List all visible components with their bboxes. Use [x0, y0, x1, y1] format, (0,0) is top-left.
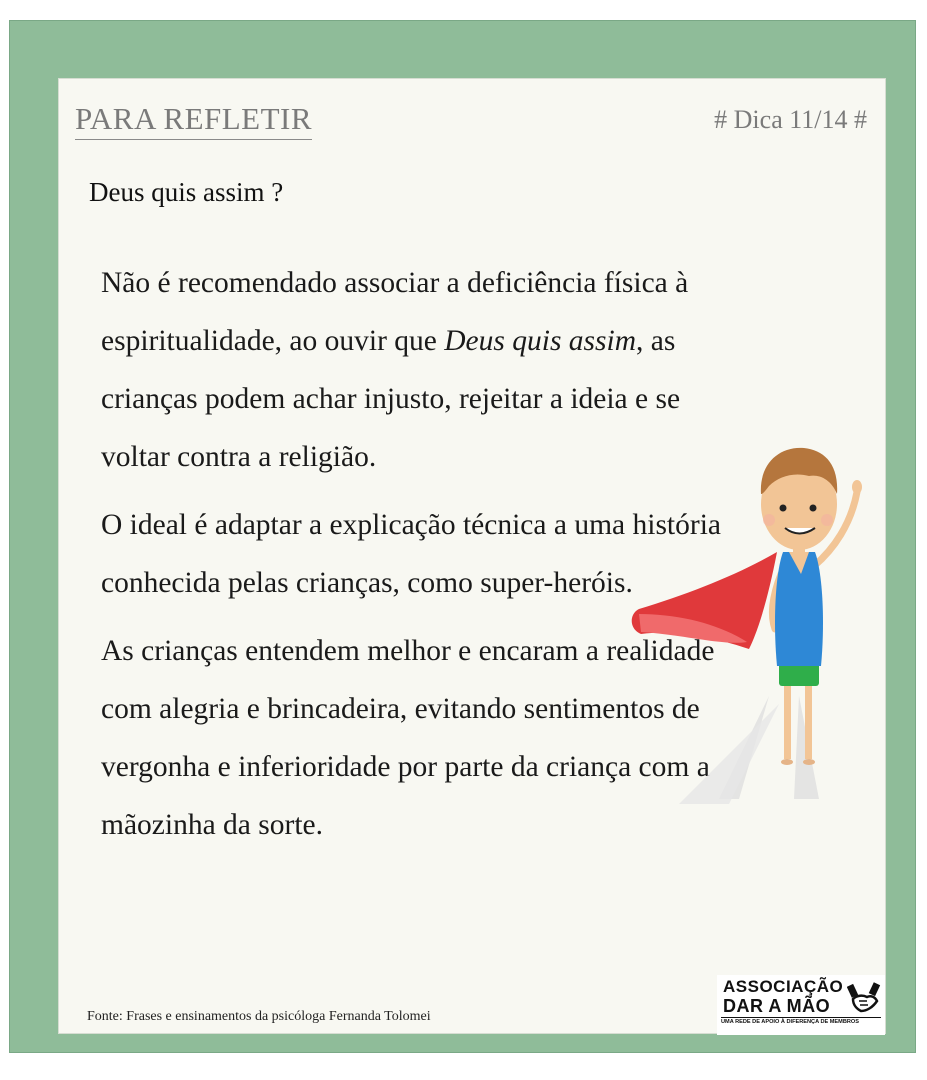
logo-line-2: DAR A MÃO: [723, 996, 831, 1016]
tip-counter: # Dica 11/14 #: [714, 105, 867, 134]
handshake-icon: [847, 981, 881, 1015]
superhero-child-icon: [619, 424, 879, 804]
paragraph-1-end: , as crianças podem achar injusto, rejeitar a ideia e se voltar contra a religião.: [101, 325, 681, 473]
logo-tagline: UMA REDE DE APOIO À DIFERENÇA DE MEMBROS: [721, 1017, 881, 1025]
paragraph-1-start: Não é recomendado associar a deficiência física à espiritualidade, ao ouvir que: [101, 267, 689, 357]
content-card: [58, 78, 886, 1034]
outer-frame: [9, 20, 916, 1053]
logo-line-1: ASSOCIAÇÃO: [723, 977, 844, 996]
association-logo: [717, 975, 885, 1035]
paragraph-2: O ideal é adaptar a explicação técnica a uma história conhecida pelas crianças, como super-heróis.: [101, 509, 721, 599]
source-credit: Fonte: Frases e ensinamentos da psicóloga Fernanda Tolomei: [87, 1009, 431, 1024]
paragraph-3: As crianças entendem melhor e encaram a realidade com alegria e brincadeira, evitando sentimentos de vergonha e inferioridade por parte da criança com a mãozinha da sorte.: [101, 635, 715, 841]
paragraph-1-italic: Deus quis assim: [444, 325, 637, 357]
page-title: PARA REFLETIR: [75, 101, 312, 140]
subtitle: Deus quis assim ?: [89, 177, 284, 207]
